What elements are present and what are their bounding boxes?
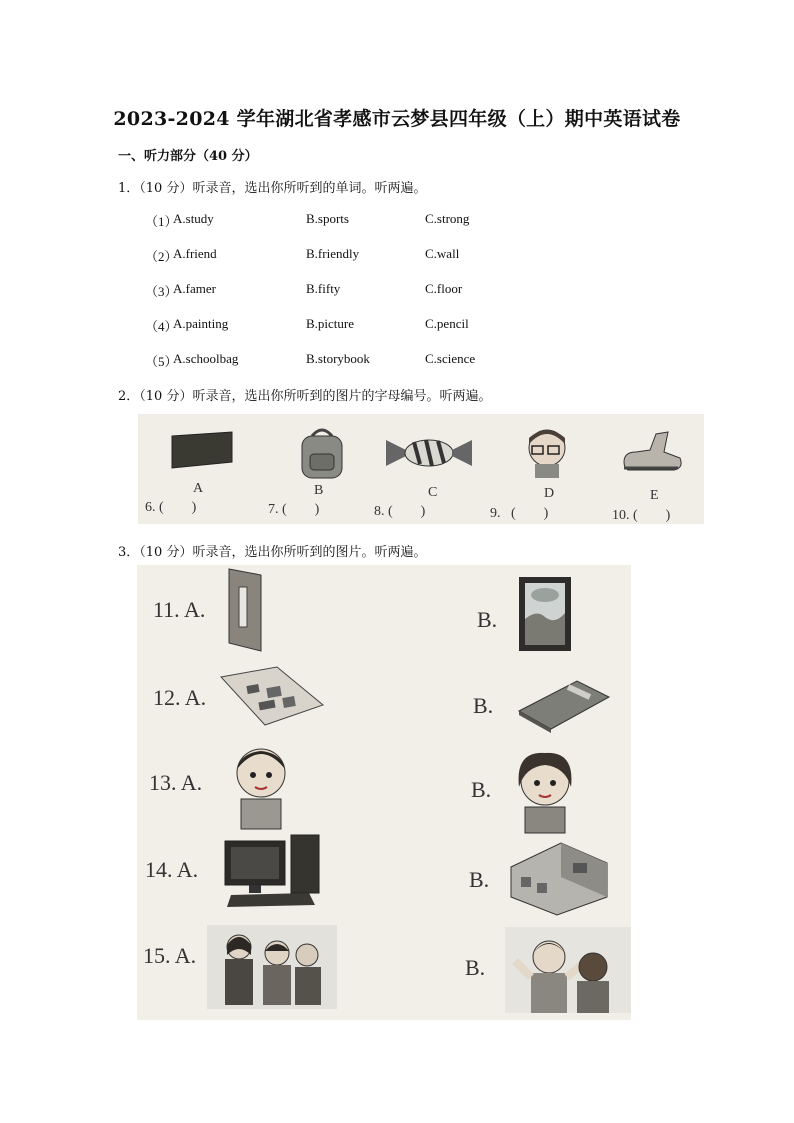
item-11-label-b: B. [477, 607, 498, 632]
notebook-picture [513, 677, 613, 733]
q1-item-3-number: （3） [145, 284, 178, 299]
boy-with-glasses-picture [522, 424, 572, 480]
q1-item-1-option-a: A.study [173, 211, 214, 226]
item-12-label-a: 12. A. [153, 685, 207, 710]
q1-item-4-option-c: C.pencil [425, 316, 469, 331]
q1-item-1-number: （1） [145, 214, 178, 229]
item-14-label-a: 14. A. [145, 857, 199, 882]
picture-label-b: B [314, 483, 324, 498]
two-boys-picture [505, 927, 631, 1013]
q1-item-4-option-a: A.painting [173, 316, 229, 331]
question-2-stem: 2．（10 分）听录音，选出你所听到的图片的字母编号。听两遍。 [118, 389, 492, 404]
q1-item-2-option-b: B.friendly [306, 246, 360, 261]
question-2-picture-strip [138, 414, 704, 524]
q1-item-2-option-a: A.friend [173, 246, 217, 261]
picture-label-d: D [544, 486, 555, 501]
girl-picture [507, 747, 587, 835]
shoe-picture [620, 428, 686, 478]
q1-item-5-number: （5） [145, 354, 178, 369]
boy-picture [225, 743, 297, 831]
q1-item-1-option-b: B.sports [306, 211, 349, 226]
candy-picture [384, 432, 474, 472]
answer-blank-8: 8. ( ) [374, 504, 426, 519]
item-11-label-a: 11. A. [153, 597, 206, 622]
page-title: 2023-2024 学年湖北省孝感市云梦县四年级（上）期中英语试卷 [113, 108, 681, 130]
group-of-children-picture [207, 925, 337, 1009]
item-13-label-a: 13. A. [149, 770, 203, 795]
item-14-label-b: B. [469, 867, 490, 892]
picture-label-a: A [193, 481, 204, 496]
q1-item-5-option-c: C.science [425, 351, 476, 366]
q1-item-1-option-c: C.strong [425, 211, 470, 226]
item-13-label-b: B. [471, 777, 492, 802]
schoolbag-picture [294, 424, 350, 482]
q1-item-3-option-a: A.famer [173, 281, 216, 296]
item-12-label-b: B. [473, 693, 494, 718]
q1-item-5-option-b: B.storybook [306, 351, 370, 366]
picture-frame-picture [515, 573, 575, 655]
q1-item-4-option-b: B.picture [306, 316, 355, 331]
picture-label-c: C [428, 485, 438, 500]
classroom-picture [507, 837, 611, 917]
q1-item-3-option-c: C.floor [425, 281, 463, 296]
question-1-stem: 1．（10 分）听录音，选出你所听到的单词。听两遍。 [118, 181, 427, 196]
answer-blank-6: 6. ( ) [145, 500, 197, 515]
answer-blank-7: 7. ( ) [268, 502, 320, 517]
item-15-label-a: 15. A. [143, 943, 197, 968]
q1-item-4-number: （4） [145, 319, 178, 334]
blackboard-picture [170, 430, 234, 470]
section-heading-listening: 一、听力部分（40 分） [118, 149, 258, 164]
item-15-label-b: B. [465, 955, 486, 980]
picture-label-e: E [650, 488, 659, 503]
answer-blank-9: 9. ( ) [490, 506, 549, 521]
open-book-picture [217, 665, 327, 729]
question-3-stem: 3．（10 分）听录音，选出你所听到的图片。听两遍。 [118, 545, 427, 560]
answer-blank-10: 10. ( ) [612, 508, 671, 523]
q1-item-3-option-b: B.fifty [306, 281, 341, 296]
computer-picture [219, 833, 329, 909]
q1-item-5-option-a: A.schoolbag [173, 351, 239, 366]
door-picture [225, 567, 269, 653]
question-3-picture-panel [137, 565, 631, 1020]
q1-item-2-number: （2） [145, 249, 178, 264]
q1-item-2-option-c: C.wall [425, 246, 460, 261]
